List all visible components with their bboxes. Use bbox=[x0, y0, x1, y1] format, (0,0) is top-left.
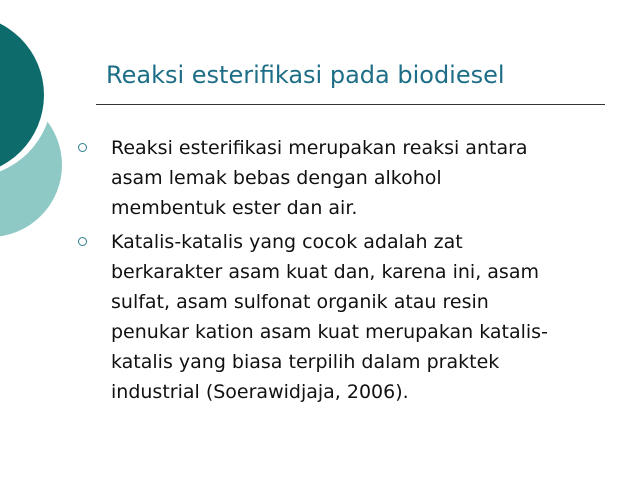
bullet-text: Reaksi esterifikasi merupakan reaksi antara asam lemak bebas dengan alkohol membentuk ester dan air. bbox=[111, 137, 528, 219]
title-divider bbox=[96, 104, 605, 105]
bullet-list bbox=[78, 133, 578, 411]
bullet-item bbox=[78, 227, 578, 407]
bullet-item bbox=[78, 133, 578, 223]
slide-title: Reaksi esterifikasi pada biodiesel bbox=[106, 61, 505, 89]
hollow-circle-icon bbox=[78, 237, 87, 246]
bullet-text: Katalis-katalis yang cocok adalah zat berkarakter asam kuat dan, karena ini, asam sulfat, asam sulfonat organik atau resin penukar kation asam kuat merupakan katalis- katalis yang biasa terpilih dalam praktek industrial (Soerawidjaja, 2006). bbox=[111, 231, 548, 403]
hollow-circle-icon bbox=[78, 143, 87, 152]
